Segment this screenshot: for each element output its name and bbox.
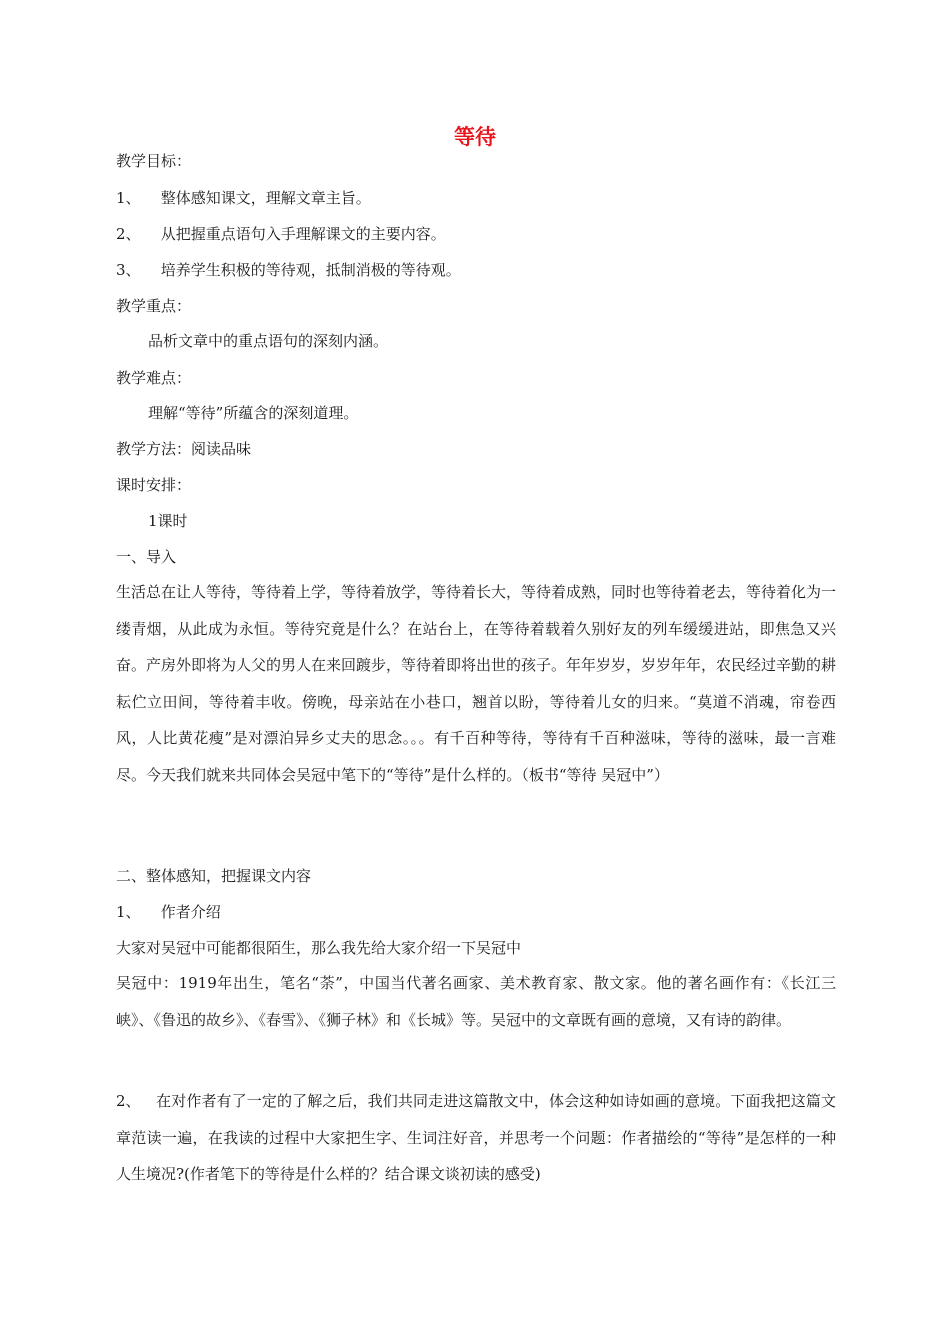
goals-heading: 教学目标：: [116, 152, 192, 170]
key-point-text: 品析文章中的重点语句的深刻内涵。: [148, 332, 389, 350]
reading-number: 2、: [116, 1092, 141, 1110]
goal-text-2: 从把握重点语句入手理解课文的主要内容。: [160, 225, 446, 243]
reading-paragraph: [116, 1083, 836, 1193]
bio-paragraph: 吴冠中：1919年出生，笔名“荼”，中国当代著名画家、美术教育家、散文家。他的著名画作有：《长江三峡》、《鲁迅的故乡》、《春雪》、《狮子林》和《长城》等。吴冠中的文章既有画的意境，又有诗的韵律。: [116, 974, 836, 1029]
section1-paragraph: 生活总在让人等待，等待着上学，等待着放学，等待着长大，等待着成熟，同时也等待着老去，等待着化为一缕青烟，从此成为永恒。等待究竟是什么？在站台上，在等待着载着久别好友的列车缓缓进站，即焦急又兴奋。产房外即将为人父的男人在来回踱步，等待着即将出世的孩子。年年岁岁，岁岁年年，农民经过辛勤的耕耘伫立田间，等待着丰收。傍晚，母亲站在小巷口，翘首以盼，等待着儿女的归来。“莫道不消魂，帘卷西风，人比黄花瘦”是对漂泊异乡丈夫的思念。。。有千百种等待，等待有千百种滋味，等待的滋味，最一言难尽。今天我们就来共同体会吴冠中笔下的“等待”是什么样的。（板书“等待 吴冠中”）: [116, 583, 837, 784]
goal-text-1: 整体感知课文，理解文章主旨。: [160, 189, 371, 207]
goal-text-3: 培养学生积极的等待观，抵制消极的等待观。: [160, 261, 461, 279]
key-point-heading: 教学重点：: [116, 297, 192, 315]
intro-line: 大家对吴冠中可能都很陌生，那么我先给大家介绍一下吴冠中: [116, 939, 522, 957]
goal-number-3: 3、: [116, 261, 141, 279]
reading-text: 在对作者有了一定的了解之后，我们共同走进这篇散文中，体会这种如诗如画的意境。下面我把这篇文章范读一遍，在我读的过程中大家把生字、生词注好音，并思考一个问题：作者描绘的“等待”是怎样的一种人生境况?(作者笔下的等待是什么样的？结合课文谈初读的感受): [116, 1092, 836, 1183]
schedule-heading: 课时安排：: [116, 476, 192, 494]
difficulty-heading: 教学难点：: [116, 369, 192, 387]
goal-item-3: [116, 259, 461, 281]
author-intro-label: 作者介绍: [160, 903, 221, 921]
goal-number-1: 1、: [116, 189, 141, 207]
goal-item-1: [116, 187, 371, 209]
method-line: 教学方法：阅读品味: [116, 440, 252, 458]
goal-number-2: 2、: [116, 225, 141, 243]
difficulty-text: 理解“等待”所蕴含的深刻道理。: [148, 404, 359, 422]
page-title: 等待: [454, 125, 496, 149]
author-intro-item: [116, 901, 221, 923]
author-intro-number: 1、: [116, 903, 141, 921]
section2-heading: 二、整体感知，把握课文内容: [116, 867, 312, 885]
section1-heading: 一、导入: [116, 548, 177, 566]
schedule-text: 1课时: [148, 512, 188, 530]
goal-item-2: [116, 223, 446, 245]
